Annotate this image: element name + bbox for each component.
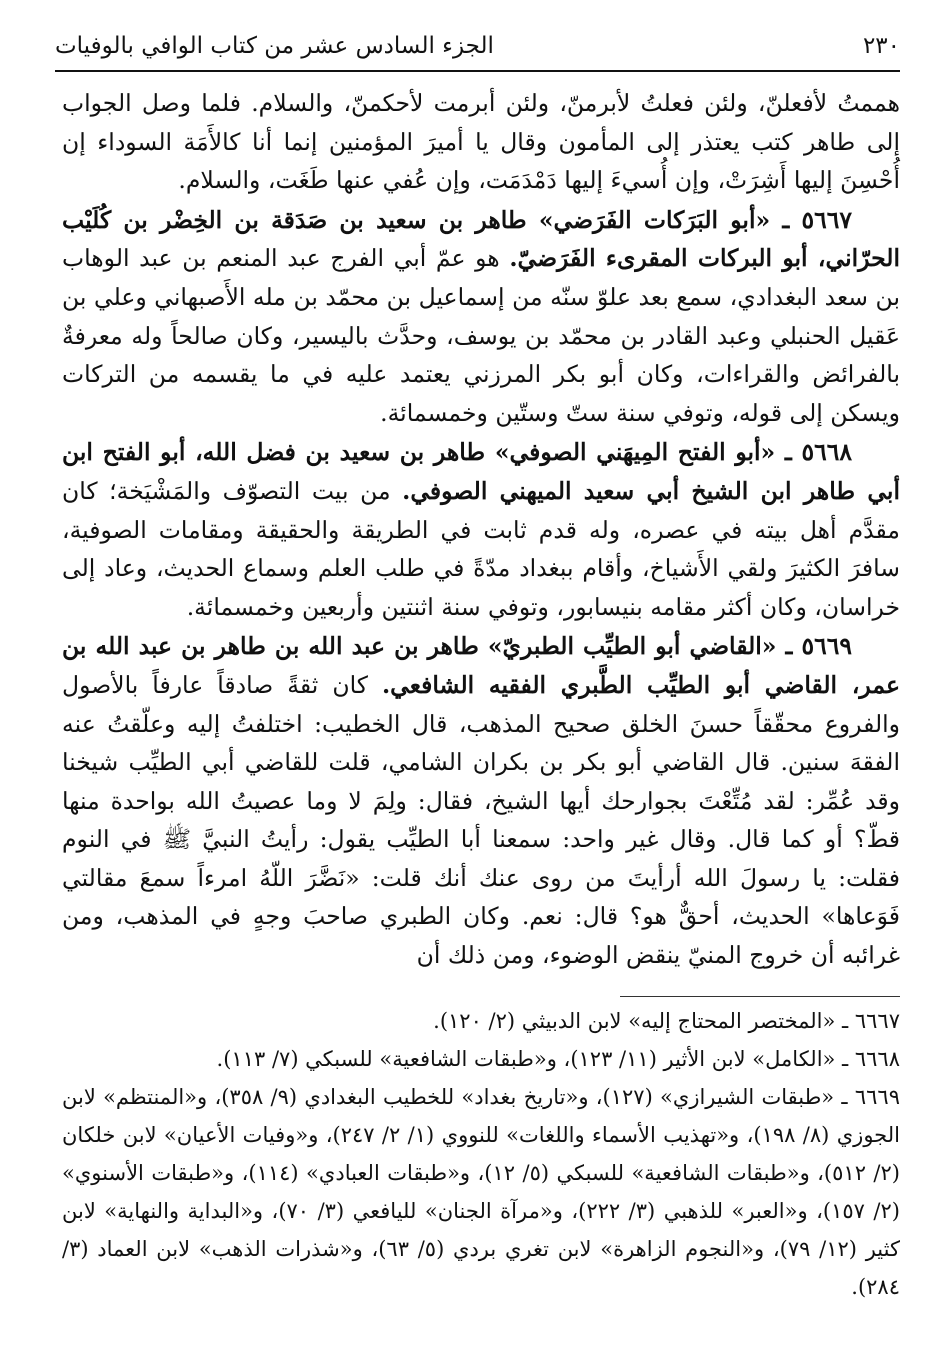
header-divider — [55, 70, 900, 72]
page-number: ٢٣٠ — [862, 33, 900, 59]
entry-5668-heading: ٥٦٦٨ ـ «أبو الفتح المِيهَني الصوفي» طاهر بن سعيد بن فضل الله، أبو الفتح ابن أبي طاهر ابن الشيخ أبي سعيد الميهني الصوفي. — [62, 438, 900, 505]
entry-5668 — [62, 433, 900, 626]
page-header — [55, 28, 900, 64]
footnote-5667: ٦٦٦٧ ـ «المختصر المحتاج إليه» لابن الدبيثي (٢/ ١٢٠). — [433, 1009, 900, 1033]
entry-5667-heading: ٥٦٦٧ ـ «أبو البَرَكات الفَرَضي» طاهر بن سعيد بن صَدَقة بن الخِضْر بن كُلَيْب الحرّاني، أبو البركات المقرىء الفَرَضيّ. — [62, 205, 900, 273]
footnote-5669: ٦٦٦٩ ـ «طبقات الشيرازي» (١٢٧)، و«تاريخ بغداد» للخطيب البغدادي (٩/ ٣٥٨)، و«المنتظم» لابن الجوزي (٨/ ١٩٨)، و«تهذيب الأسماء واللغات» للنووي (١/ ٢/ ٢٤٧)، و«وفيات الأعيان» لابن خلكان (٢/ ٥١٢)، و«طبقات الشافعية» للسبكي (٥/ ١٢)، و«طبقات العبادي» (١١٤)، و«طبقات الأسنوي» (٢/ ١٥٧)، و«العبر» للذهبي (٣/ ٢٢٢)، و«مرآة الجنان» لليافعي (٣/ ٧٠)، و«البداية والنهاية» لابن كثير (١٢/ ٧٩)، و«النجوم الزاهرة» لابن تغري بردي (٥/ ٦٣)، و«شذرات الذهب» لابن العماد (٣/ ٢٨٤). — [62, 1085, 900, 1299]
footnote-5668: ٦٦٦٨ ـ «الكامل» لابن الأثير (١١/ ١٢٣)، و«طبقات الشافعية» للسبكي (٧/ ١١٣). — [216, 1047, 900, 1071]
main-text — [62, 84, 900, 976]
entry-5669 — [62, 627, 900, 974]
running-title: الجزء السادس عشر من كتاب الوافي بالوفيات — [55, 33, 494, 59]
entry-5669-text: كان ثقةً صادقاً عارفاً بالأصول والفروع محقّقاً حسنَ الخلق صحيح المذهب، قال الخطيب: اختلفتُ إليه وعلّقتُ عنه الفقهَ سنين. قال القاضي أبو بكر بن بكران الشامي، قلت للقاضي أبي الطيِّب شيخنا وقد عُمِّر: لقد مُتِّعْتَ بجوارحك أيها الشيخ، فقال: ولِمَ لا وما عصيتُ الله بواحدة منها قطّ؟ أو كما قال. وقال غير واحد: سمعنا أبا الطيِّب يقول: رأيتُ النبيَّ ﷺ في النوم فقلت: يا رسولَ الله أرأيتَ من روى عنك أنك قلت: «نَضَّرَ اللّهُ امرءاً سمعَ مقالتي فَوَعاها» الحديث، أحقٌّ هو؟ قال: نعم. وكان الطبري صاحبَ وجهٍ في المذهب، ومن غرائبه أن خروج المنيّ ينقض الوضوء، ومن ذلك أن — [62, 670, 900, 970]
entry-5668-text: من بيت التصوّف والمَشْيَخة؛ كان مقدَّم أهل بيته في عصره، وله قدم ثابت في الطريقة والحقيقة ومقامات الصوفية، سافرَ الكثيرَ ولقي الأَشياخ، وأقام ببغداد مدّةً في طلب العلم وسماع الحديث، وعاد إلى خراسان، وكان أكثر مقامه بنيسابور، وتوفي سنة اثنتين وأربعين وخمسمائة. — [62, 476, 900, 621]
entry-5667 — [62, 201, 900, 433]
entry-5667-text: هو عمّ أبي الفرج عبد المنعم بن عبد الوهاب بن سعد البغدادي، سمع بعد علوّ سنّه من إسماعيل بن محمّد بن مله الأَصبهاني وعلي بن عَقيل الحنبلي وعبد القادر بن محمّد بن يوسف، وحدَّث باليسير، وكان صالحاً وله معرفةٌ بالفرائض والقراءات، وكان أبو بكر المرزني يعتمد عليه في ما يقسمه من التركات ويسكن إلى قوله، وتوفي سنة ستّ وستّين وخمسمائة. — [62, 244, 900, 427]
intro-paragraph: هممتُ لأفعلنّ، ولئن فعلتُ لأبرمنّ، ولئن أبرمت لأحكمنّ، والسلام. فلما وصل الجواب إلى طاهر كتب يعتذر إلى المأمون وقال يا أميرَ المؤمنين إنما أنا كالأَمَة السوداء إن أُحْسِنَ إليها أَشِرَتْ، وإن أُسيءَ إليها دَمْدَمَت، وإن عُفي عنها طَغَت، والسلام. — [62, 89, 900, 195]
footnotes — [62, 1002, 900, 1306]
entry-5669-heading: ٥٦٦٩ ـ «القاضي أبو الطيِّب الطبريّ» طاهر بن عبد الله بن طاهر بن عبد الله بن عمر، القاضي أبو الطيِّب الطَّبري الفقيه الشافعي. — [62, 632, 900, 699]
footnotes-divider — [620, 996, 900, 997]
